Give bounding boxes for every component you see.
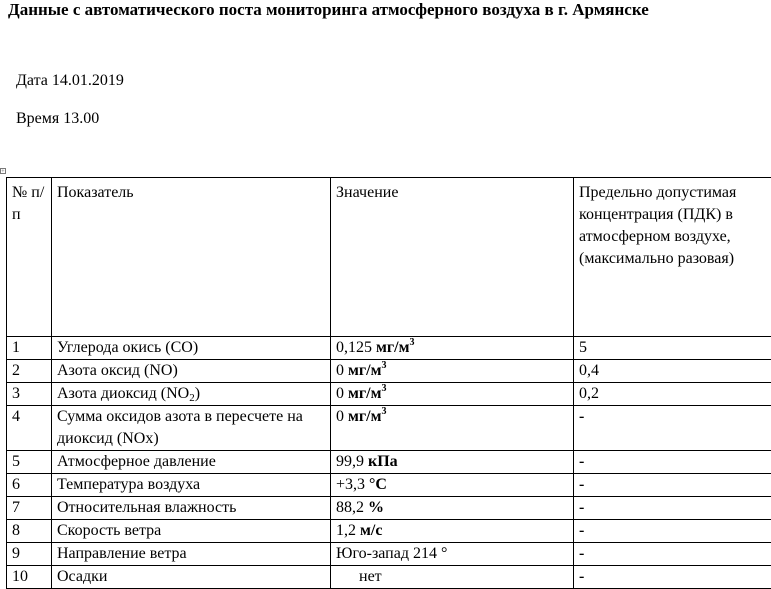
row-value	[331, 337, 574, 360]
row-value	[331, 497, 574, 520]
row-num: 3	[7, 383, 52, 406]
row-pdk: -	[574, 451, 771, 474]
table-row	[7, 337, 771, 360]
table-row	[7, 543, 771, 566]
value-unit: °С	[369, 476, 387, 493]
row-pdk: 0,2	[574, 383, 771, 406]
table-row	[7, 451, 771, 474]
value-unit: мг/м	[348, 408, 382, 425]
value-number: 88,2	[336, 499, 364, 516]
row-value: нет	[331, 566, 574, 589]
unit-superscript: 3	[382, 360, 387, 371]
row-pdk: -	[574, 406, 771, 451]
row-indicator: Атмосферное давление	[52, 451, 331, 474]
header-pdk: Предельно допустимая концентрация (ПДК) в атмосферном воздухе, (максимально разовая)	[574, 178, 771, 337]
table-row	[7, 474, 771, 497]
value-number: 0	[336, 385, 344, 402]
header-value: Значение	[331, 178, 574, 337]
indicator-text: Азота диоксид (NO	[57, 385, 189, 402]
value-number: 99,9	[336, 453, 364, 470]
row-pdk: -	[574, 566, 771, 589]
row-num: 2	[7, 360, 52, 383]
row-indicator: Сумма оксидов азота в пересчете на диоксид (NOx)	[52, 406, 331, 451]
table-row	[7, 360, 771, 383]
row-value	[331, 406, 574, 451]
row-pdk: -	[574, 474, 771, 497]
document-title: Данные с автоматического поста мониторинга атмосферного воздуха в г. Армянске	[8, 0, 649, 20]
header-num: № п/п	[7, 178, 52, 337]
row-pdk: -	[574, 543, 771, 566]
row-pdk: -	[574, 520, 771, 543]
header-indicator: Показатель	[52, 178, 331, 337]
value-number: +3,3	[336, 476, 365, 493]
row-value	[331, 383, 574, 406]
row-num: 10	[7, 566, 52, 589]
unit-superscript: 3	[410, 337, 415, 348]
value-unit: мг/м	[376, 339, 410, 356]
indicator-subscript: 2	[189, 392, 195, 404]
table-header-row	[7, 178, 771, 337]
unit-superscript: 3	[382, 383, 387, 394]
row-value	[331, 451, 574, 474]
value-unit: мг/м	[348, 362, 382, 379]
row-value	[331, 360, 574, 383]
row-pdk: 5	[574, 337, 771, 360]
table-row	[7, 520, 771, 543]
table-row	[7, 383, 771, 406]
monitoring-table	[6, 177, 771, 589]
value-unit: м/с	[360, 522, 382, 539]
table-row	[7, 566, 771, 589]
time-line: Время 13.00	[16, 110, 99, 128]
row-num: 6	[7, 474, 52, 497]
row-indicator: Скорость ветра	[52, 520, 331, 543]
value-number: 0	[336, 362, 344, 379]
table-row	[7, 406, 771, 451]
row-num: 8	[7, 520, 52, 543]
unit-superscript: 3	[382, 406, 387, 417]
row-value	[331, 474, 574, 497]
indicator-text-end: )	[195, 385, 200, 402]
value-number: 0	[336, 408, 344, 425]
date-line: Дата 14.01.2019	[16, 72, 124, 90]
value-unit: мг/м	[348, 385, 382, 402]
value-number: 1,2	[336, 522, 356, 539]
row-value	[331, 520, 574, 543]
row-pdk: 0,4	[574, 360, 771, 383]
row-num: 1	[7, 337, 52, 360]
row-indicator	[52, 383, 331, 406]
value-number: 0,125	[336, 339, 372, 356]
row-pdk: -	[574, 497, 771, 520]
row-indicator: Относительная влажность	[52, 497, 331, 520]
row-indicator: Углерода окись (CO)	[52, 337, 331, 360]
value-unit: %	[368, 499, 384, 516]
row-value: Юго-запад 214 °	[331, 543, 574, 566]
table-move-handle-icon[interactable]: +	[0, 168, 6, 174]
row-indicator: Температура воздуха	[52, 474, 331, 497]
row-indicator: Осадки	[52, 566, 331, 589]
row-indicator: Азота оксид (NO)	[52, 360, 331, 383]
table-row	[7, 497, 771, 520]
row-num: 4	[7, 406, 52, 451]
value-unit: кПа	[368, 453, 398, 470]
row-indicator: Направление ветра	[52, 543, 331, 566]
row-num: 9	[7, 543, 52, 566]
row-num: 7	[7, 497, 52, 520]
row-num: 5	[7, 451, 52, 474]
